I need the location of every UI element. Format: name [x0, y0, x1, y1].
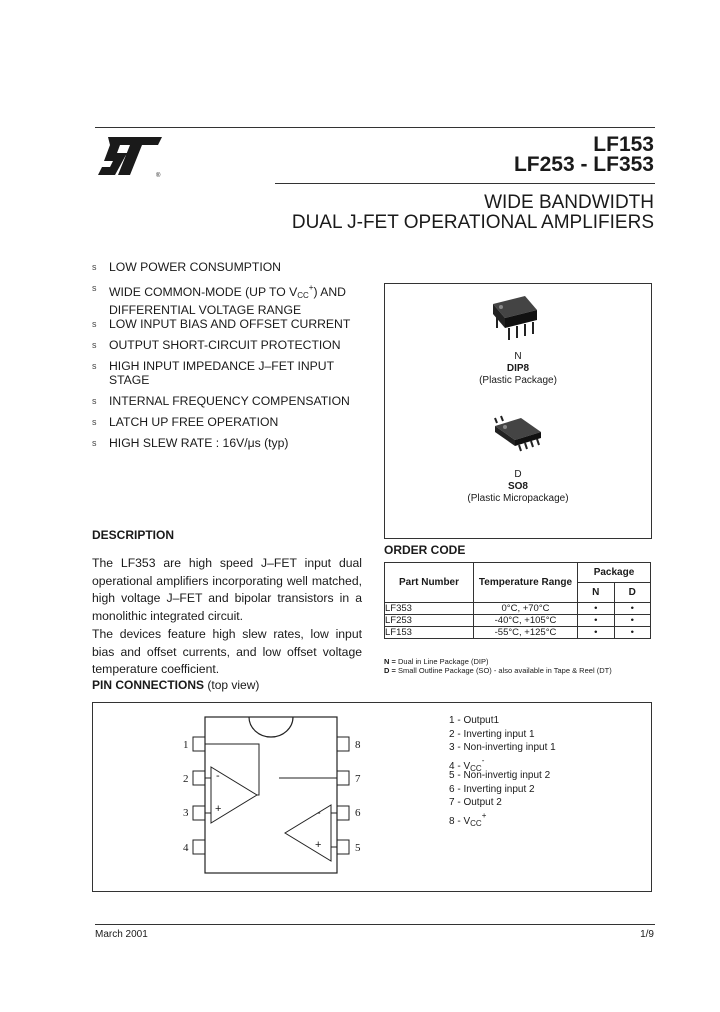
amp1-plus-label: + — [215, 803, 222, 815]
bullet-icon: s — [92, 340, 97, 350]
description-paragraph-2: The devices feature high slew rates, low input bias and offset currents, and low offset voltage temperature coefficient. — [92, 627, 362, 676]
so8-letter: D — [514, 469, 522, 480]
dip8-letter: N — [514, 351, 522, 362]
footer-date: March 2001 — [95, 929, 148, 940]
feature-text: LATCH UP FREE OPERATION — [109, 415, 279, 429]
pin-label-left-3: 3 — [183, 807, 189, 819]
dual-opamp-pinout-diagram — [179, 715, 469, 875]
pin-label-left-1: 1 — [183, 739, 189, 751]
pin-legend-item: 5 - Non-invertig input 2 — [449, 770, 551, 781]
col-package-d: D — [614, 583, 651, 603]
pin-label-right-6: 6 — [355, 807, 361, 819]
order-code-heading: ORDER CODE — [384, 543, 466, 557]
order-code-notes — [384, 657, 612, 675]
footer-page-number: 1/9 — [640, 929, 654, 940]
feature-text: OUTPUT SHORT-CIRCUIT PROTECTION — [109, 338, 341, 352]
dip8-name: DIP8 — [506, 363, 530, 374]
amp2-minus-label: - — [317, 807, 321, 819]
page-title-line2: DUAL J-FET OPERATIONAL AMPLIFIERS — [291, 212, 654, 233]
pin-legend-item: 3 - Non-inverting input 1 — [449, 742, 556, 753]
feature-text: HIGH INPUT IMPEDANCE J–FET INPUT STAGE — [109, 359, 334, 387]
col-package-n: N — [578, 583, 615, 603]
pin-legend-item: 1 - Output1 — [449, 715, 500, 726]
pin-label-left-2: 2 — [183, 773, 189, 785]
note-n-text: Dual in Line Package (DIP) — [397, 657, 489, 666]
bullet-icon: s — [92, 361, 97, 371]
pin-legend-item: 7 - Output 2 — [449, 797, 502, 808]
package-box — [384, 283, 652, 539]
feature-text: HIGH SLEW RATE : 16V/μs (typ) — [109, 436, 289, 450]
feature-text: WIDE COMMON-MODE (UP TO $V_{CC}^+$) AND DIFFERENTIAL VOLTAGE RANGE — [109, 283, 346, 317]
pin-connections-heading: PIN CONNECTIONS — [92, 678, 205, 692]
bullet-icon: s — [92, 396, 97, 406]
order-code-table — [384, 562, 651, 639]
pin-label-right-7: 7 — [355, 773, 361, 785]
dip8-package-icon — [489, 294, 541, 342]
pin-connections-box — [92, 702, 652, 892]
bullet-icon: s — [92, 283, 97, 293]
st-logo-icon — [96, 137, 168, 181]
header-top-rule — [95, 127, 655, 128]
header-mid-rule — [275, 183, 655, 184]
bullet-icon: s — [92, 417, 97, 427]
so8-desc: (Plastic Micropackage) — [467, 493, 569, 504]
feature-text: LOW POWER CONSUMPTION — [109, 260, 281, 274]
pin-legend-item: $8 - V_{CC}^+$ — [449, 810, 487, 828]
page-title-line1: WIDE BANDWIDTH — [484, 192, 654, 213]
pin-legend-item: 2 - Inverting input 1 — [449, 728, 535, 740]
feature-text: INTERNAL FREQUENCY COMPENSATION — [109, 394, 350, 408]
table-row: LF153 -55°C, +125°C • • — [385, 627, 651, 639]
pin-connections-note: (top view) — [207, 678, 260, 692]
description-paragraph-1: The LF353 are high speed J–FET input dual operational amplifiers incorporating well matched, high voltage J–FET and bipolar transistors in a monolithic integrated circuit. — [92, 556, 362, 623]
part-number-line2: LF253 - LF353 — [513, 153, 654, 176]
dip8-desc: (Plastic Package) — [479, 375, 557, 386]
table-row: LF353 0°C, +70°C • • — [385, 603, 651, 615]
pin-legend-item: 6 - Inverting input 2 — [449, 783, 535, 795]
col-part-number: Part Number — [385, 563, 474, 603]
pin-label-left-4: 4 — [183, 842, 189, 854]
note-d-key: D = — [384, 666, 396, 675]
col-temperature-range: Temperature Range — [474, 563, 578, 603]
pin-connections-heading-row — [92, 678, 259, 692]
svg-text:®: ® — [156, 173, 161, 179]
bullet-icon: s — [92, 438, 97, 448]
amp2-plus-label: + — [315, 839, 322, 851]
feature-text: LOW INPUT BIAS AND OFFSET CURRENT — [109, 317, 351, 331]
so8-package-icon — [491, 414, 547, 454]
note-n-key: N = — [384, 657, 396, 666]
table-row: LF253 -40°C, +105°C • • — [385, 615, 651, 627]
amp1-minus-label: - — [216, 770, 220, 782]
bullet-icon: s — [92, 262, 97, 272]
description-heading: DESCRIPTION — [92, 528, 175, 542]
part-number-line1: LF153 — [593, 133, 654, 156]
pin-label-right-5: 5 — [355, 842, 361, 854]
pin-label-right-8: 8 — [355, 739, 361, 751]
bullet-icon: s — [92, 319, 97, 329]
footer-rule — [95, 924, 655, 925]
so8-name: SO8 — [507, 481, 528, 492]
note-d-text: Small Outline Package (SO) - also available in Tape & Reel (DT) — [397, 666, 612, 675]
pin-legend-item: $4 - V_{CC}^-$ — [449, 755, 485, 773]
col-package: Package — [578, 563, 651, 583]
